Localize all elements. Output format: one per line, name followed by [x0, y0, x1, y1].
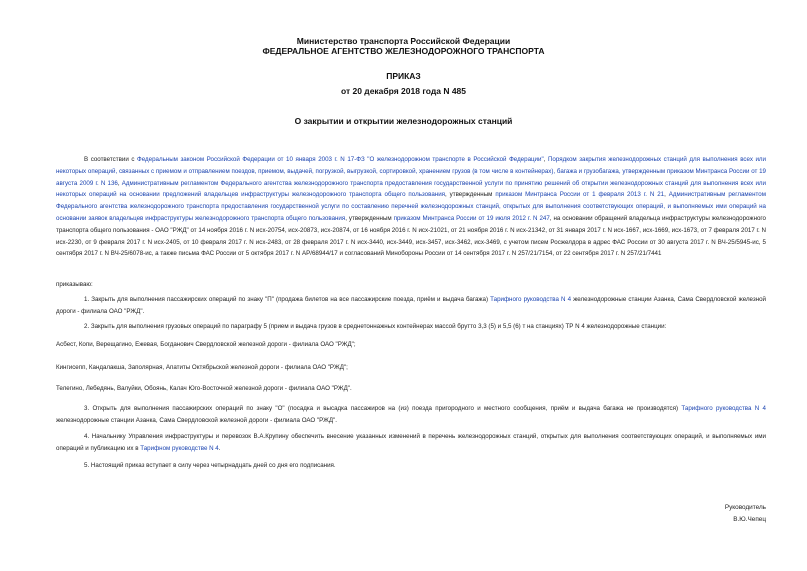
- item-2: 2. Закрыть для выполнения грузовых операций по параграфу 5 (прием и выдача грузов в среднетоннажных контейнерах массой брутто 3,3 (5) и 5,5 (6) т на станциях) ТР N 4 железнодорожные станции:: [84, 323, 667, 330]
- agency-name: ФЕДЕРАЛЬНОЕ АГЕНТСТВО ЖЕЛЕЗНОДОРОЖНОГО ТРАНСПОРТА: [262, 46, 545, 56]
- item-1-text-end: железнодорожные станции Азанка, Сама Свердловской железной дороги - филиала ОАО "РЖД".: [56, 296, 767, 315]
- preamble-paragraph: [56, 154, 766, 260]
- item-4-text-end: .: [218, 444, 221, 452]
- item-1-text: 1. Закрыть для выполнения пассажирских операций по знаку "П" (продажа билетов на все пассажирские поезда, приём и выдача багажа): [84, 296, 491, 303]
- tariff-guide-link[interactable]: Тарифного руководства N 4: [490, 296, 572, 303]
- item-3-text: 3. Открыть для выполнения пассажирских операций по знаку "О" (посадка и высадка пассажиров на (из) поезда пригородного и местного сообщения, приём и выдача багажа не производятся): [84, 405, 682, 412]
- opening-regulation-link[interactable]: Административным регламентом Федерального агентства железнодорожного транспорта предоставления государственной услуги по принятию решений об открытии железнодорожных станций для выполнения всех или некоторых операций на основании предложений владельцев инфраструктуры железнодорожного транспорта общего пользования: [56, 179, 766, 199]
- item-3-text-end: железнодорожные станции Азанка, Сама Свердловской железной дороги - филиала ОАО "РЖД".: [56, 416, 337, 424]
- order-word: приказываю:: [56, 281, 93, 288]
- item-4: [56, 431, 766, 455]
- item-5: 5. Настоящий приказ вступает в силу через четырнадцать дней со дня его подписания.: [84, 462, 336, 469]
- signature-name: В.Ю.Чепец: [733, 516, 766, 523]
- document-title: О закрытии и открытии железнодорожных станций: [294, 116, 513, 126]
- item-1: [56, 294, 766, 318]
- order-247-link[interactable]: приказом Минтранса России от 19 июля 2012 г. N 247: [393, 214, 550, 222]
- preamble-text: ,: [543, 156, 548, 163]
- document-date-number: от 20 декабря 2018 года N 485: [340, 86, 467, 96]
- federal-law-link[interactable]: Федеральным законом Российской Федерации от 10 января 2003 г. N 17-ФЗ "О железнодорожном транспорте в Российской Федерации": [137, 156, 544, 163]
- signature-position: Руководитель: [724, 504, 766, 511]
- ministry-name: Министерство транспорта Российской Федерации: [296, 36, 511, 46]
- preamble-text: , утвержденным: [445, 191, 496, 199]
- document-type: ПРИКАЗ: [386, 71, 421, 81]
- preamble-text: , на основании обращений владельца инфраструктуры железнодорожного транспорта общего пользования - ОАО "РЖД" от 14 ноября 2016 г. N исх-20754, исх-20873, исх-20874, от 16 ноября 2016 г. N исх-21021, от 21 ноября 2016 г. N исх-21342, от 31 января 2017 г. N исх-1667, исх-1669, исх-1673, от 7 февраля 2017 г. N исх-2230, от 9 февраля 2017 г. N исх-2405, от 10 февраля 2017 г. N исх-2483, от 28 февраля 2017 г. N исх-3440, исх-3449, исх-3457, исх-3462, исх-3469, с учетом писем Росжелдора в адрес ФАС России от 30 августа 2017 г. N ВЧ-25/5945-ис, 5 сентября 2017 г. N ВЧ-25/6078-ис, а также письма ФАС России от 5 октября 2017 г. N АР/68944/17 и согласований Минобороны России от 14 сентября 2017 г. N 257/21/7154, от 22 сентября 2017 г. N 257/21/7441: [56, 214, 766, 258]
- tariff-guide-link[interactable]: Тарифном руководстве N 4: [140, 444, 219, 452]
- lists-regulation-link[interactable]: Административным регламентом Федерального агентства железнодорожного транспорта предоставления государственной услуги по составлению перечней железнодорожных станций, открытых для выполнения соответствующих операций, и выполняемых ими операций на основании заявок владельцев инфраструктуры железнодорожного транспорта общего пользования: [56, 191, 766, 222]
- preamble-text: ,: [664, 191, 669, 199]
- order-21-link[interactable]: приказом Минтранса России от 1 февраля 2013 г. N 21: [495, 191, 665, 199]
- tariff-guide-link[interactable]: Тарифного руководства N 4: [681, 405, 766, 412]
- station-list-item: Телегино, Лебедянь, Валуйки, Обоянь, Калач Юго-Восточной железной дороги - филиала ОАО "РЖД".: [56, 385, 352, 392]
- preamble-text: , утвержденным: [345, 214, 394, 222]
- station-list-item: Кингисепп, Кандалакша, Заполярная, Апатиты Октябрьской железной дороги - филиала ОАО "РЖД";: [56, 364, 348, 371]
- preamble-text: В соответствии с: [84, 156, 138, 163]
- preamble-text: ,: [117, 179, 122, 187]
- item-3: [56, 403, 766, 427]
- closure-procedure-link[interactable]: Порядком закрытия железнодорожных станций для выполнения всех или некоторых операций, связанных с приемом и отправлением поездов, приемом, выдачей, погрузкой, выгрузкой, сортировкой, хранением грузов (в том числе в контейнерах), багажа и грузобагажа, утвержденным приказом Минтранса России от 19 августа 2009 г. N 136: [56, 156, 766, 187]
- station-list-item: Асбест, Копи, Верещагино, Ежевая, Богданович Свердловской железной дороги - филиала ОАО "РЖД";: [56, 341, 356, 348]
- item-4-text: 4. Начальнику Управления инфраструктуры и перевозок В.А.Крупину обеспечить внесение указанных изменений в перечень железнодорожных станций, открытых для выполнения соответствующих операций, и выполняемых ими операций и публикацию их в: [56, 433, 766, 452]
